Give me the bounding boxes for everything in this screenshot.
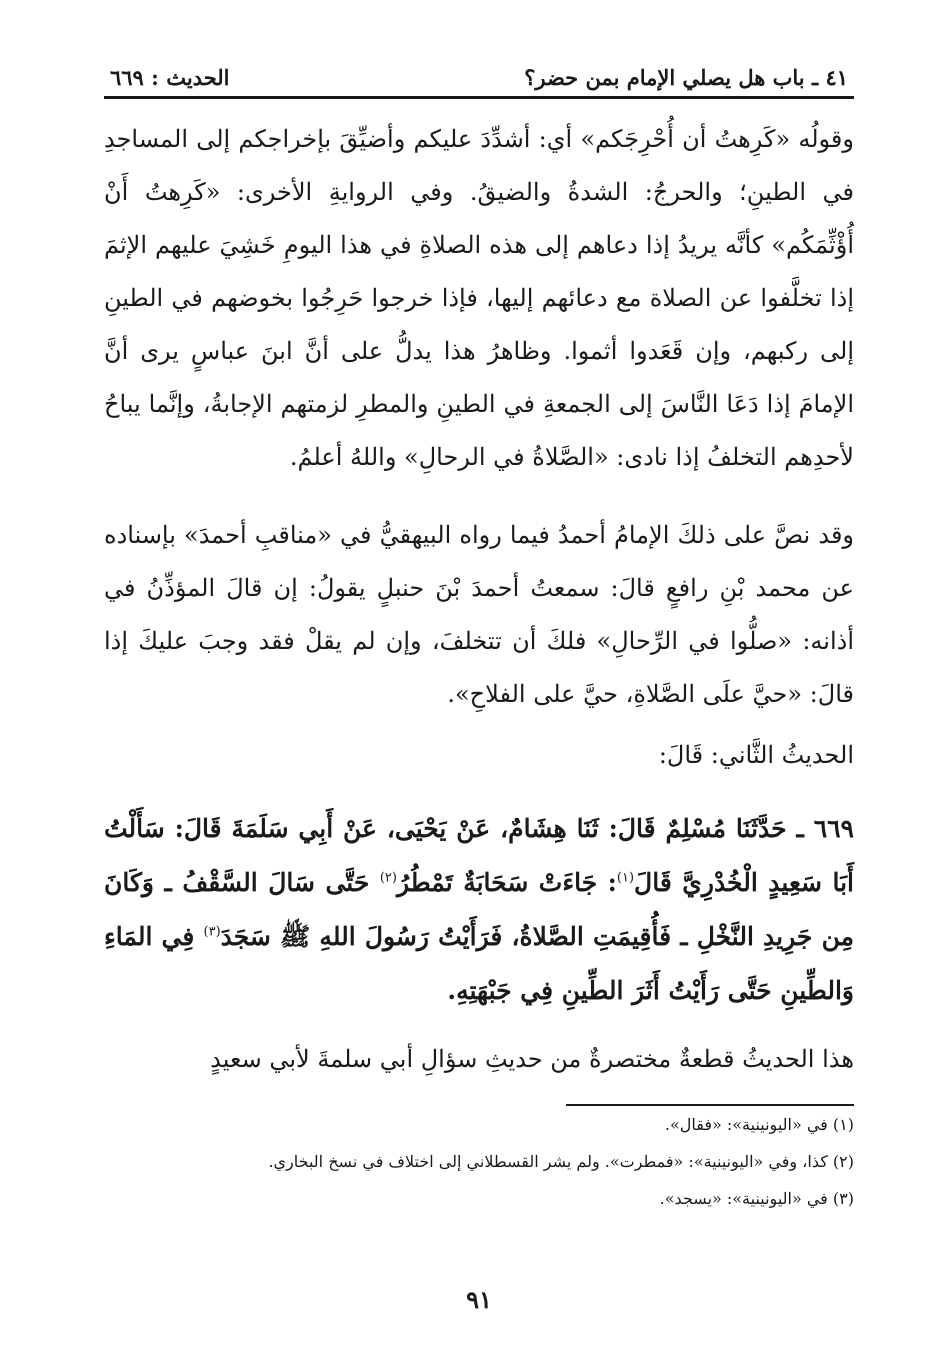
footnote-mark-3[interactable]: (٣) — [203, 924, 221, 940]
running-header — [104, 40, 854, 99]
footnote-mark-1[interactable]: (١) — [616, 870, 635, 886]
footnote-2: (٢) كذا، وفي «اليونينية»: «فمطرت». ولم يشر القسطلاني إلى اختلاف في نسخ البخاري. — [268, 1152, 854, 1171]
hadith-text — [104, 802, 854, 1018]
commentary-paragraph-3: هذا الحديثُ قطعةٌ مختصرةٌ من حديثِ سؤالِ أبي سلمةَ لأبي سعيدٍ — [210, 1045, 854, 1073]
footnote-3: (٣) في «اليونينية»: «يسجد». — [659, 1189, 854, 1208]
hadith-text-part-4: فِي المَاءِ وَالطِّينِ حَتَّى رَأَيْتُ أَثَرَ الطِّينِ فِي جَبْهَتِهِ. — [104, 922, 854, 1005]
hadith-reference: الحديث : ٦٦٩ — [110, 65, 230, 90]
hadith-text-part-2: : جَاءَتْ سَحَابَةٌ تَمْطُرُ — [396, 868, 617, 897]
footnote-mark-2[interactable]: (٢) — [379, 870, 397, 886]
hadith-text-part-1: ٦٦٩ ـ حَدَّثَنَا مُسْلِمٌ قَالَ: ثَنَا هِشَامٌ، عَنْ يَحْيَى، عَنْ أَبِي سَلَمَةَ قَالَ: سَأَلْتُ أَبَا سَعِيدٍ الْخُدْرِيَّ قَالَ — [104, 814, 854, 897]
section-subheading: الحديثُ الثَّاني: قَالَ: — [658, 741, 854, 769]
book-page — [104, 40, 854, 1340]
commentary-paragraph-2: وقد نصَّ على ذلكَ الإمامُ أحمدُ فيما رواه البيهقيُّ في «مناقبِ أحمدَ» بإسناده عن محمد بْنِ رافعٍ قالَ: سمعتُ أحمدَ بْنَ حنبلٍ يقولُ: إن قالَ المؤذِّنُ في أذانه: «صلُّوا في الرِّحالِ» فلكَ أن تتخلفَ، وإن لم يقلْ فقد وجبَ عليكَ إذا قالَ: «حيَّ علَى الصَّلاةِ، حيَّ على الفلاحِ». — [104, 521, 854, 708]
page-number: ٩١ — [466, 1285, 492, 1314]
hadith-text-part-3: حَتَّى سَالَ السَّقْفُ ـ وَكَانَ مِن جَرِيدِ النَّخْلِ ـ فَأُقِيمَتِ الصَّلاةُ، فَرَأَيْتُ رَسُولَ اللهِ ﷺ سَجَدَ — [104, 868, 854, 951]
chapter-title: ٤١ ـ باب هل يصلي الإمام بمن حضر؟ — [524, 65, 848, 90]
footnote-1: (١) في «اليونينية»: «فقال». — [664, 1115, 854, 1134]
commentary-paragraph-1: وقولُه «كَرِهتُ أن أُحْرِجَكم» أي: أشدِّدَ عليكم وأضيِّقَ بإخراجكم إلى المساجدِ في الطينِ؛ والحرجُ: الشدةُ والضيقُ. وفي الروايةِ الأخرى: «كَرِهتُ أَنْ أُؤْثِّمَكُم» كأنَّه يريدُ إذا دعاهم إلى هذه الصلاةِ في هذا اليومِ خَشِيَ عليهم الإثمَ إذا تخلَّفوا عن الصلاة مع دعائهم إليها، فإذا خرجوا حَرِجُوا بخوضهم في الطينِ إلى ركبهم، وإن قَعَدوا أثموا. وظاهرُ هذا يدلُّ على أنَّ ابنَ عباسٍ يرى أنَّ الإمامَ إذا دَعَا النَّاسَ إلى الجمعةِ في الطينِ والمطرِ لزمتهم الإجابةُ، وإنَّما يباحُ لأحدِهم التخلفُ إذا نادى: «الصَّلاةُ في الرحالِ» واللهُ أعلمُ. — [104, 125, 854, 471]
